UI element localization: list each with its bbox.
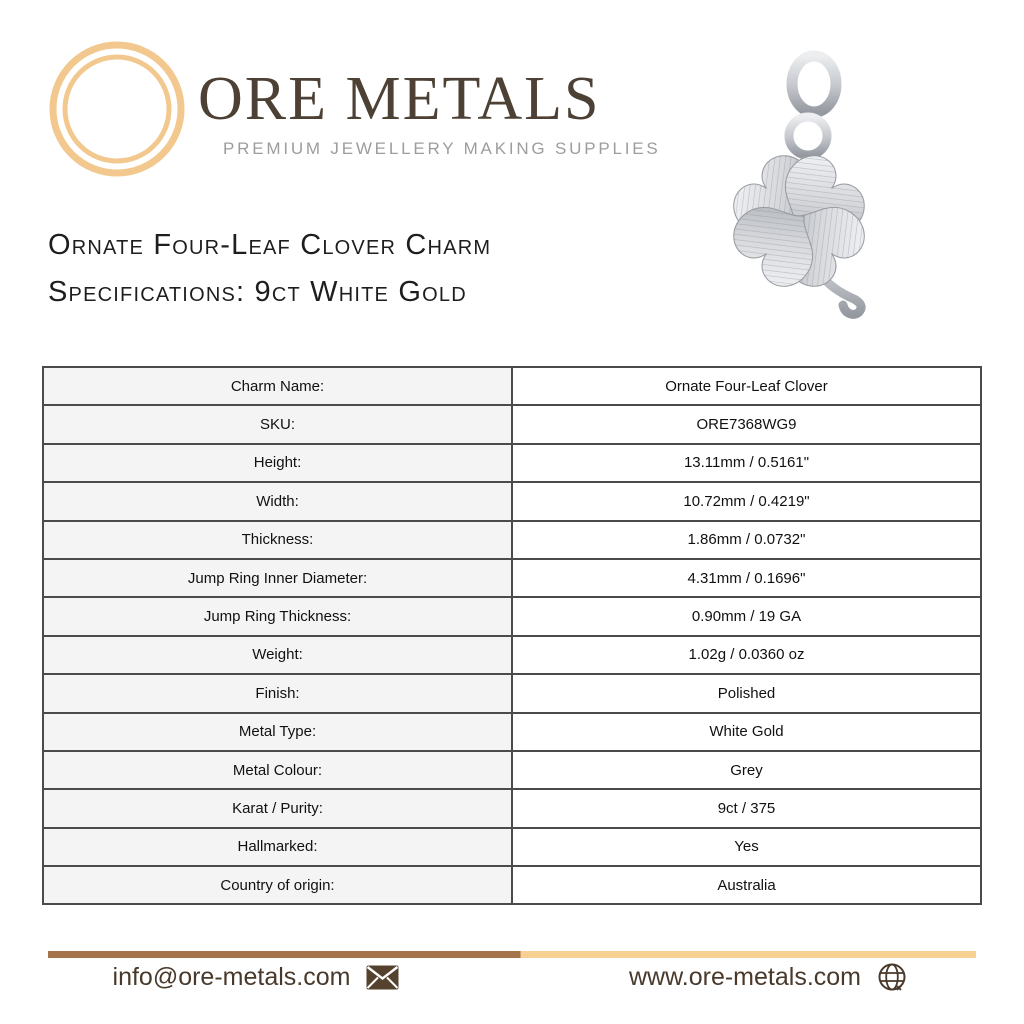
product-image-clover-charm <box>702 46 907 336</box>
spec-label: Metal Type: <box>43 713 512 751</box>
website-text[interactable]: www.ore-metals.com <box>629 962 861 991</box>
spec-label: Width: <box>43 482 512 520</box>
table-row <box>43 521 981 559</box>
spec-label: Charm Name: <box>43 367 512 405</box>
table-row <box>43 482 981 520</box>
table-row <box>43 367 981 405</box>
table-row <box>43 751 981 789</box>
table-row <box>43 713 981 751</box>
globe-icon <box>877 962 907 992</box>
spec-value: Polished <box>512 674 981 712</box>
spec-value: Yes <box>512 828 981 866</box>
table-row <box>43 636 981 674</box>
table-row <box>43 866 981 904</box>
table-row <box>43 405 981 443</box>
spec-table-body <box>43 367 981 904</box>
spec-label: Hallmarked: <box>43 828 512 866</box>
spec-label: Jump Ring Thickness: <box>43 597 512 635</box>
spec-value: White Gold <box>512 713 981 751</box>
brand-tagline: PREMIUM JEWELLERY MAKING SUPPLIES <box>223 139 661 158</box>
jump-ring-top <box>792 56 836 112</box>
envelope-icon <box>366 965 399 990</box>
spec-value: 9ct / 375 <box>512 789 981 827</box>
spec-label: Weight: <box>43 636 512 674</box>
spec-value: Australia <box>512 866 981 904</box>
website-contact[interactable] <box>512 962 1024 992</box>
spec-label: Finish: <box>43 674 512 712</box>
table-row <box>43 559 981 597</box>
brand-ring-icon <box>48 40 186 178</box>
email-contact[interactable] <box>0 962 512 992</box>
spec-value: 4.31mm / 0.1696" <box>512 559 981 597</box>
table-row <box>43 674 981 712</box>
jump-ring-lower <box>789 117 827 155</box>
spec-label: Karat / Purity: <box>43 789 512 827</box>
table-row <box>43 828 981 866</box>
footer-contacts <box>0 962 1024 992</box>
spec-value: ORE7368WG9 <box>512 405 981 443</box>
spec-value: 0.90mm / 19 GA <box>512 597 981 635</box>
spec-table <box>42 366 982 905</box>
table-row <box>43 444 981 482</box>
spec-value: 13.11mm / 0.5161" <box>512 444 981 482</box>
spec-label: Metal Colour: <box>43 751 512 789</box>
spec-value: Grey <box>512 751 981 789</box>
clover-leaves <box>723 145 874 296</box>
spec-label: Thickness: <box>43 521 512 559</box>
table-row <box>43 597 981 635</box>
spec-value: 10.72mm / 0.4219" <box>512 482 981 520</box>
spec-label: Country of origin: <box>43 866 512 904</box>
spec-label: Jump Ring Inner Diameter: <box>43 559 512 597</box>
footer-accent-bar <box>48 951 976 958</box>
brand-name: ORE METALS <box>198 65 601 133</box>
spec-label: SKU: <box>43 405 512 443</box>
page-title-line2: Specifications: 9ct White Gold <box>48 276 467 308</box>
page-title-line1: Ornate Four-Leaf Clover Charm <box>48 229 492 261</box>
table-row <box>43 789 981 827</box>
spec-value: 1.02g / 0.0360 oz <box>512 636 981 674</box>
spec-value: Ornate Four-Leaf Clover <box>512 367 981 405</box>
spec-label: Height: <box>43 444 512 482</box>
page-title <box>48 222 491 316</box>
spec-value: 1.86mm / 0.0732" <box>512 521 981 559</box>
email-text[interactable]: info@ore-metals.com <box>112 962 351 991</box>
